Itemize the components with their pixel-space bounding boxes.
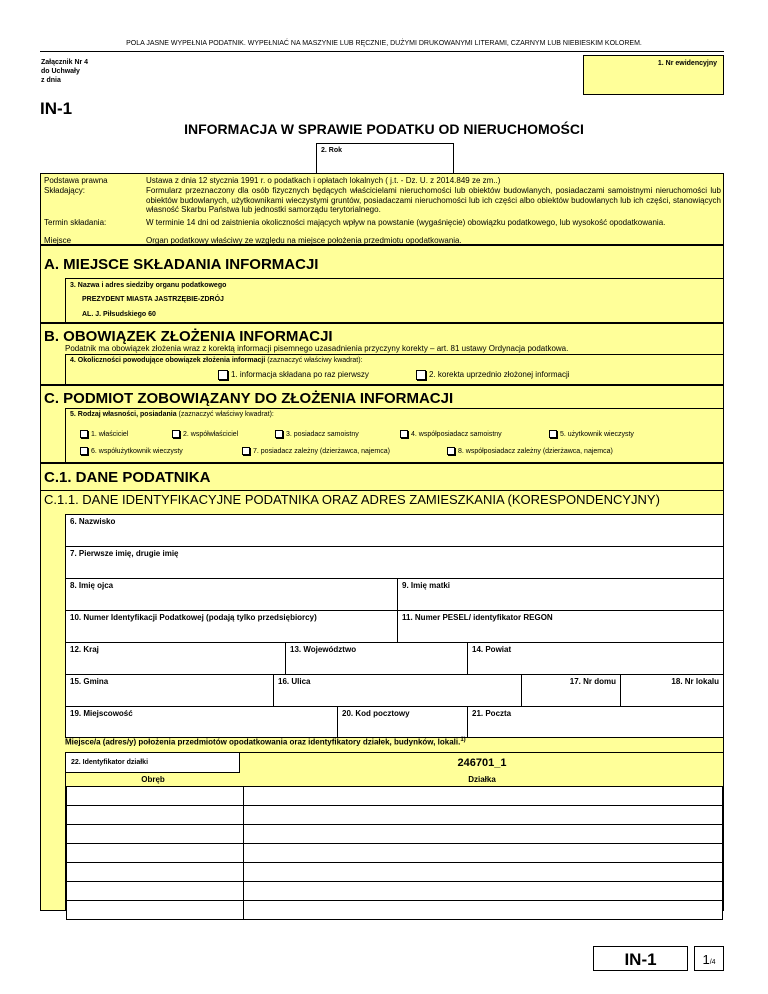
- checkbox-icon: [275, 430, 283, 438]
- col-header-precinct: Obręb: [141, 775, 165, 784]
- section-c1: [40, 463, 724, 911]
- option-perpetual-user[interactable]: 5. użytkownik wieczysty: [549, 430, 634, 438]
- mother-name-field[interactable]: 9. Imię matki: [397, 578, 723, 610]
- option-co-owner[interactable]: 2. współwłaściciel: [172, 430, 238, 438]
- col-header-parcel: Działka: [468, 775, 496, 784]
- checkbox-icon: [416, 370, 426, 380]
- surname-field[interactable]: 6. Nazwisko: [65, 514, 723, 546]
- form-code: IN-1: [40, 99, 73, 118]
- table-row[interactable]: [67, 825, 723, 844]
- voivodeship-field[interactable]: 13. Województwo: [285, 642, 467, 674]
- option-co-dependent-holder[interactable]: 8. współposiadacz zależny (dzierżawca, najemca): [447, 447, 613, 455]
- table-row[interactable]: [67, 882, 723, 901]
- checkbox-icon: [80, 447, 88, 455]
- section-b: B. OBOWIĄZEK ZŁOŻENIA INFORMACJI Podatnik ma obowiązek złożenia wraz z korektą informacji pisemnego uzasadnienia przyczyny korekty – art. 81 ustawy Ordynacja podatkowa. 4. Okoliczności powodujące obowiązek złożenia informacji (zaznaczyć właściwy kwadrat): 1. informacja składana po raz pierwszy 2. korekta uprzednio złożonej informacji: [40, 323, 724, 385]
- parcel-rows: [66, 786, 723, 920]
- option-first-time[interactable]: 1. informacja składana po raz pierwszy: [218, 370, 369, 380]
- checkbox-icon: [218, 370, 228, 380]
- footer-form-code: IN-1: [593, 946, 688, 971]
- page-title: INFORMACJA W SPRAWIE PODATKU OD NIERUCHOMOŚCI: [184, 121, 584, 137]
- checkbox-icon: [400, 430, 408, 438]
- section-c11-title: C.1.1. DANE IDENTYFIKACYJNE PODATNIKA ORAZ ADRES ZAMIESZKANIA (KORESPONDENCYJNY): [44, 492, 660, 507]
- table-row[interactable]: [67, 863, 723, 882]
- house-number-field[interactable]: 17. Nr domu: [521, 674, 620, 706]
- section-c1-title: C.1. DANE PODATNIKA: [44, 469, 211, 486]
- table-row[interactable]: [67, 844, 723, 863]
- table-row[interactable]: [67, 806, 723, 825]
- option-co-independent-holder[interactable]: 4. współposiadacz samoistny: [400, 430, 502, 438]
- annex-info: Załącznik Nr 4 do Uchwały z dnia: [41, 59, 89, 84]
- section-c-title: C. PODMIOT ZOBOWIĄZANY DO ZŁOŻENIA INFORMACJI: [44, 390, 454, 407]
- apartment-number-field[interactable]: 18. Nr lokalu: [620, 674, 723, 706]
- year-field[interactable]: 2. Rok: [316, 143, 454, 173]
- postal-code-field[interactable]: 20. Kod pocztowy: [337, 706, 467, 738]
- father-name-field[interactable]: 8. Imię ojca: [65, 578, 397, 610]
- checkbox-icon: [447, 447, 455, 455]
- option-owner[interactable]: 1. właściciel: [80, 430, 128, 438]
- section-b-title: B. OBOWIĄZEK ZŁOŻENIA INFORMACJI: [44, 328, 333, 345]
- checkbox-icon: [549, 430, 557, 438]
- municipality-field[interactable]: 15. Gmina: [65, 674, 273, 706]
- table-row[interactable]: [67, 901, 723, 920]
- county-field[interactable]: 14. Powiat: [467, 642, 723, 674]
- city-field[interactable]: 19. Miejscowość: [65, 706, 337, 738]
- checkbox-icon: [242, 447, 250, 455]
- checkbox-icon: [80, 430, 88, 438]
- page-number: 1/4: [694, 946, 724, 971]
- option-independent-holder[interactable]: 3. posiadacz samoistny: [275, 430, 359, 438]
- parcels-heading: Miejsce/a (adres/y) położenia przedmiotów opodatkowania oraz identyfikatory działek, budynków, lokali.$^{1)}$: [65, 737, 466, 747]
- tax-office-field: 3. Nazwa i adres siedziby organu podatkowego PREZYDENT MIASTA JASTRZĘBIE-ZDRÓJ AL. J. Piłsudskiego 60: [65, 278, 724, 324]
- parcels-table: [65, 752, 723, 911]
- registry-number-field[interactable]: 1. Nr ewidencyjny: [583, 55, 724, 95]
- nip-field[interactable]: 10. Numer Identyfikacji Podatkowej (podają tylko przedsiębiorcy): [65, 610, 397, 642]
- fill-instruction: POLA JASNE WYPEŁNIA PODATNIK. WYPEŁNIAĆ NA MASZYNIE LUB RĘCZNIE, DUŻYMI DRUKOWANYMI LITERAMI, CZARNYM LUB NIEBIESKIM KOLOREM.: [126, 40, 642, 47]
- parcel-id-value[interactable]: 246701_1: [457, 757, 507, 769]
- post-office-field[interactable]: 21. Poczta: [467, 706, 723, 738]
- section-a-title: A. MIEJSCE SKŁADANIA INFORMACJI: [44, 256, 319, 273]
- parcel-id-label-cell: 22. Identyfikator działki: [66, 753, 240, 773]
- option-co-perpetual-user[interactable]: 6. współużytkownik wieczysty: [80, 447, 183, 455]
- section-c: C. PODMIOT ZOBOWIĄZANY DO ZŁOŻENIA INFORMACJI 5. Rodzaj własności, posiadania (zaznaczyć właściwy kwadrat): 1. właściciel 2. współwłaściciel 3. posiadacz samoistny 4. współposiadacz samoistny 5. użytkownik wieczysty 6. współużytkownik wieczysty 7. posiadacz zależny (dzierżawca, najemca) 8. współposiadacz zależny (dzierżawca, najemca): [40, 385, 724, 463]
- option-correction[interactable]: 2. korekta uprzednio złożonej informacji: [416, 370, 570, 380]
- option-dependent-holder[interactable]: 7. posiadacz zależny (dzierżawca, najemca): [242, 447, 390, 455]
- legal-basis-block: Podstawa prawna Ustawa z dnia 12 stycznia 1991 r. o podatkach i opłatach lokalnych ( j.t. - Dz. U. z 2014.849 ze zm..) Składający: Formularz przeznaczony dla osób fizycznych będących właścicielami nieruchomości lub obiektów budowlanych, posiadaczami samoistnymi nieruchomości lub obiektów budowlanych, użytkownikami wieczystymi gruntów, posiadaczami nieruchomości lub ich części albo obiektów budowlanych lub ich części, stanowiących własność Skarbu Państwa lub jednostki samorządu terytorialnego. Termin składania: W terminie 14 dni od zaistnienia okoliczności mających wpływ na powstanie (wygaśnięcie) obowiązku podatkowego, lub wysokość opodatkowania. Miejsce Organ podatkowy właściwy ze względu na miejsce położenia przedmiotu opodatkowania.: [40, 173, 724, 245]
- first-names-field[interactable]: 7. Pierwsze imię, drugie imię: [65, 546, 723, 578]
- section-a: [40, 245, 724, 323]
- pesel-regon-field[interactable]: 11. Numer PESEL/ identyfikator REGON: [397, 610, 723, 642]
- checkbox-icon: [172, 430, 180, 438]
- country-field[interactable]: 12. Kraj: [65, 642, 285, 674]
- table-row[interactable]: [67, 787, 723, 806]
- street-field[interactable]: 16. Ulica: [273, 674, 521, 706]
